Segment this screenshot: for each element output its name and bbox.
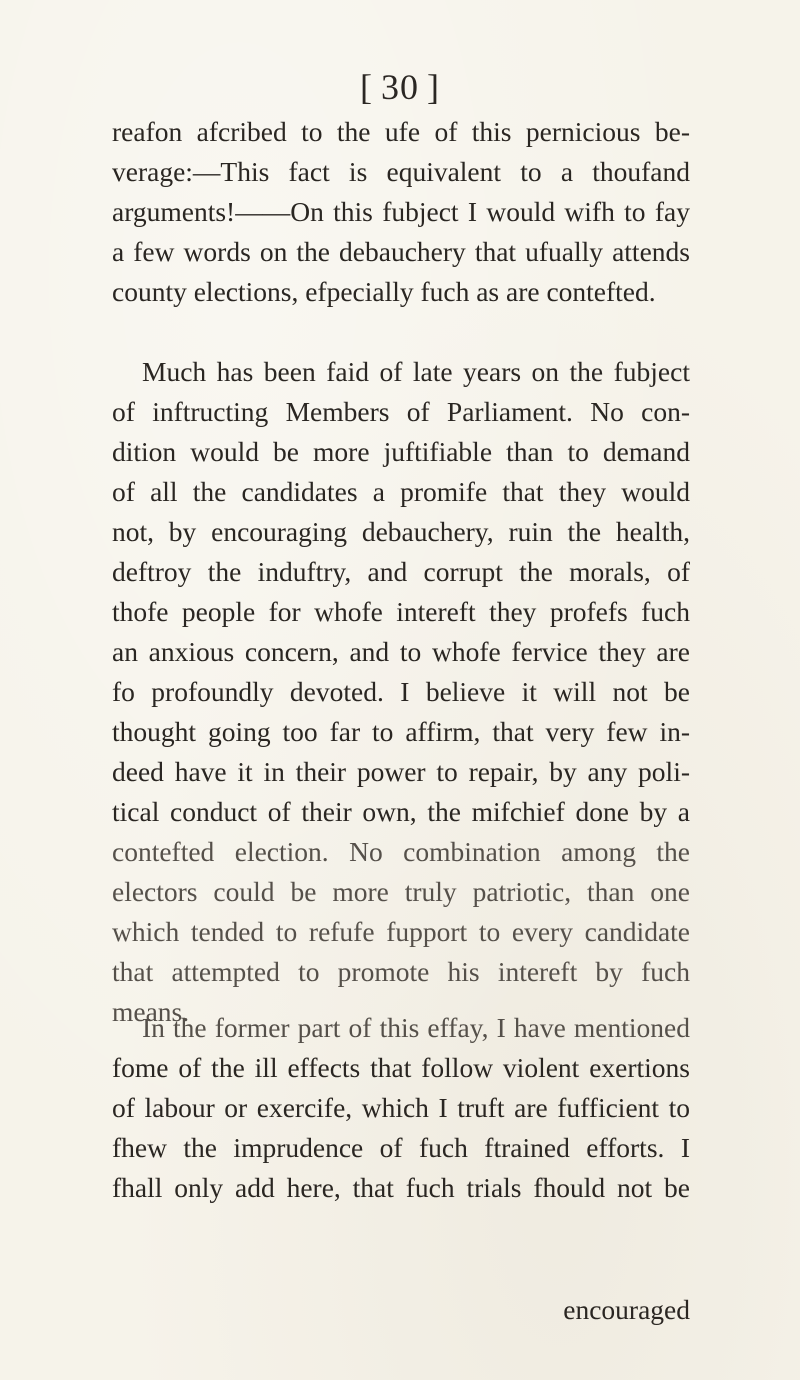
text-line: that attempted to promote his intereft by fuch <box>112 956 690 987</box>
text-line: of labour or exercife, which I truft are fufficient to <box>112 1092 690 1123</box>
text-line: of all the candidates a promife that they would <box>112 476 690 507</box>
catchword: encouraged <box>563 1294 690 1325</box>
text-line: In the former part of this effay, I have mentioned <box>142 1012 690 1043</box>
text-line: an anxious concern, and to whofe fervice they are <box>112 636 690 667</box>
text-line: Much has been faid of late years on the fubject <box>142 356 690 387</box>
paragraph-2 <box>112 352 690 1032</box>
text-line: a few words on the debauchery that ufually attends <box>112 236 690 267</box>
text-line: thofe people for whofe intereft they profefs fuch <box>112 596 690 627</box>
text-line: contefted election. No combination among the <box>112 836 690 867</box>
text-line: county elections, efpecially fuch as are contefted. <box>112 276 656 307</box>
text-line: fome of the ill effects that follow violent exertions <box>112 1052 690 1083</box>
paragraph-3 <box>112 1008 690 1208</box>
bracket-open: [ <box>360 67 373 107</box>
text-line: dition would be more juftifiable than to demand <box>112 436 690 467</box>
text-line: fo profoundly devoted. I believe it will not be <box>112 676 690 707</box>
text-line: fhew the imprudence of fuch ftrained efforts. I <box>112 1132 690 1163</box>
paragraph-1 <box>112 112 690 312</box>
text-line: reafon afcribed to the ufe of this pernicious be- <box>112 116 690 147</box>
text-line: of inftructing Members of Parliament. No con- <box>112 396 690 427</box>
page-number-header <box>0 66 800 108</box>
text-line: electors could be more truly patriotic, than one <box>112 876 690 907</box>
text-line: tical conduct of their own, the mifchief done by a <box>112 796 690 827</box>
text-line: deftroy the induftry, and corrupt the morals, of <box>112 556 690 587</box>
text-line: arguments!——On this fubject I would wifh to fay <box>112 196 690 227</box>
bracket-close: ] <box>427 67 440 107</box>
text-line: thought going too far to affirm, that very few in- <box>112 716 690 747</box>
page-number: 30 <box>381 67 419 107</box>
text-line: which tended to refufe fupport to every candidate <box>112 916 690 947</box>
text-line: verage:—This fact is equivalent to a thoufand <box>112 156 690 187</box>
text-line: not, by encouraging debauchery, ruin the health, <box>112 516 690 547</box>
text-line: deed have it in their power to repair, by any poli- <box>112 756 690 787</box>
text-line: means. <box>112 996 190 1027</box>
text-line: fhall only add here, that fuch trials fhould not be <box>112 1172 690 1203</box>
